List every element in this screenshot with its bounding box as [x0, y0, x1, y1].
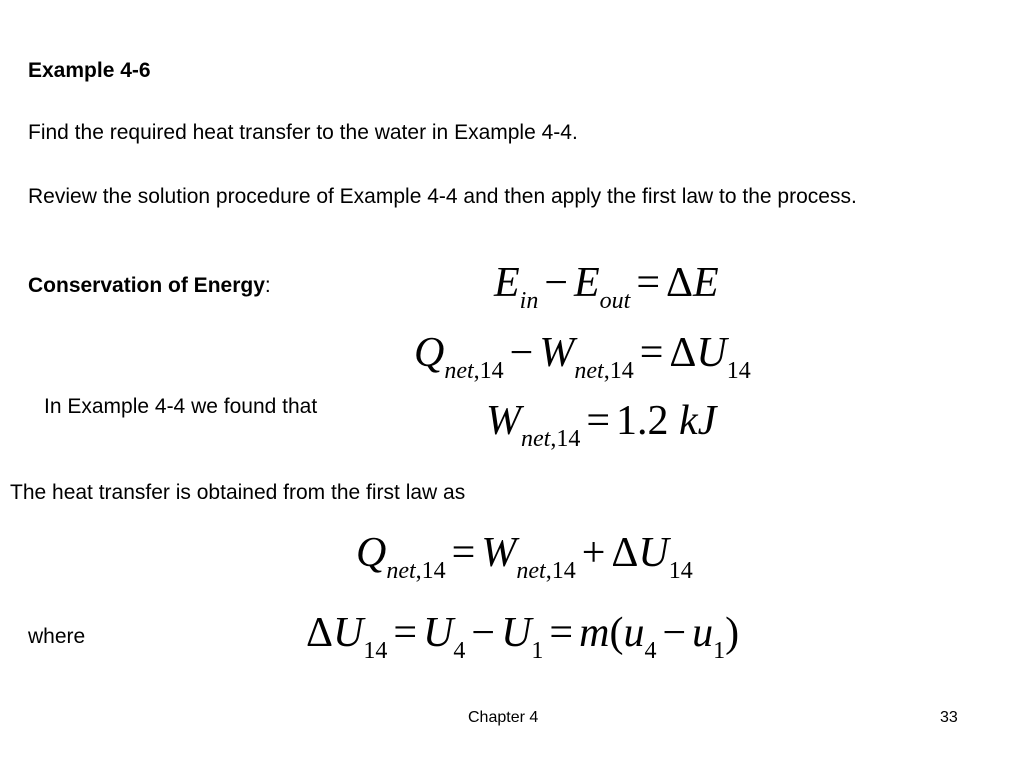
approach-text: Review the solution procedure of Example 4-4 and then apply the first law to the process.	[28, 185, 857, 208]
footer-chapter: Chapter 4	[468, 709, 539, 726]
eq5-U2: U	[423, 610, 454, 656]
eq4-Q: Q	[356, 530, 387, 576]
eq3-W: W	[486, 398, 521, 444]
eq4-n14: 14	[668, 558, 693, 584]
eq1-in: in	[519, 288, 539, 314]
eq5-n1: 1	[531, 638, 544, 664]
eq1-equals: =	[636, 260, 661, 306]
eq5-U3: U	[501, 610, 532, 656]
eq2-n14: 14	[726, 358, 751, 384]
eq2-net2: net	[574, 358, 604, 384]
eq2-W: W	[539, 330, 575, 376]
eq3-equals: =	[586, 398, 611, 444]
heat-transfer-equation	[356, 528, 693, 584]
eq2-delta: Δ	[669, 330, 697, 376]
found-label: In Example 4-4 we found that	[44, 395, 318, 418]
heat-transfer-label: The heat transfer is obtained from the first law as	[10, 481, 466, 504]
conservation-label	[28, 273, 271, 299]
eq4-equals: =	[451, 530, 476, 576]
eq5-n1b: 1	[713, 638, 726, 664]
first-law-equation	[414, 328, 751, 384]
eq3-unit: kJ	[679, 398, 717, 444]
example-title: Example 4-6	[28, 59, 151, 82]
eq1-out: out	[599, 288, 631, 314]
eq5-equals: =	[393, 610, 418, 656]
eq3-net: net	[521, 426, 551, 452]
eq4-plus: +	[581, 530, 606, 576]
eq1-E: E	[494, 260, 520, 306]
eq2-Q: Q	[414, 330, 445, 376]
conservation-label-text: Conservation of Energy	[28, 274, 265, 297]
eq4-net2: net	[516, 558, 546, 584]
eq4-net: net	[386, 558, 416, 584]
eq4-sub14b: ,14	[545, 558, 576, 584]
eq2-minus: −	[509, 330, 534, 376]
eq5-rparen: )	[725, 610, 740, 656]
eq1-minus: −	[544, 260, 569, 306]
eq4-W: W	[481, 530, 517, 576]
eq1-delta: Δ	[666, 260, 694, 306]
work-value-equation	[486, 396, 717, 452]
internal-energy-equation	[306, 608, 740, 664]
eq5-u: u	[623, 610, 645, 656]
eq5-minus: −	[471, 610, 496, 656]
eq5-delta: Δ	[306, 610, 334, 656]
eq4-delta: Δ	[611, 530, 639, 576]
eq3-value: 1.2	[616, 398, 669, 444]
where-label: where	[28, 625, 86, 648]
eq5-lparen: (	[609, 610, 624, 656]
eq4-sub14: ,14	[415, 558, 446, 584]
eq4-U: U	[638, 530, 669, 576]
eq5-m: m	[579, 610, 610, 656]
eq3-sub14: ,14	[550, 426, 581, 452]
eq5-U: U	[333, 610, 364, 656]
energy-balance-equation	[494, 258, 719, 314]
eq2-equals: =	[639, 330, 664, 376]
problem-statement: Find the required heat transfer to the water in Example 4-4.	[28, 121, 578, 144]
eq5-minus2: −	[662, 610, 687, 656]
footer-page-number: 33	[940, 709, 958, 726]
eq5-equals2: =	[549, 610, 574, 656]
eq2-sub14b: ,14	[603, 358, 634, 384]
eq1-E2: E	[574, 260, 600, 306]
eq2-net: net	[444, 358, 474, 384]
eq5-n4b: 4	[644, 638, 657, 664]
conservation-colon: :	[264, 274, 271, 297]
eq2-U: U	[696, 330, 727, 376]
eq5-u2: u	[692, 610, 714, 656]
eq1-E3: E	[693, 260, 719, 306]
eq5-n4: 4	[453, 638, 466, 664]
eq2-sub14: ,14	[473, 358, 504, 384]
eq5-n14: 14	[363, 638, 388, 664]
